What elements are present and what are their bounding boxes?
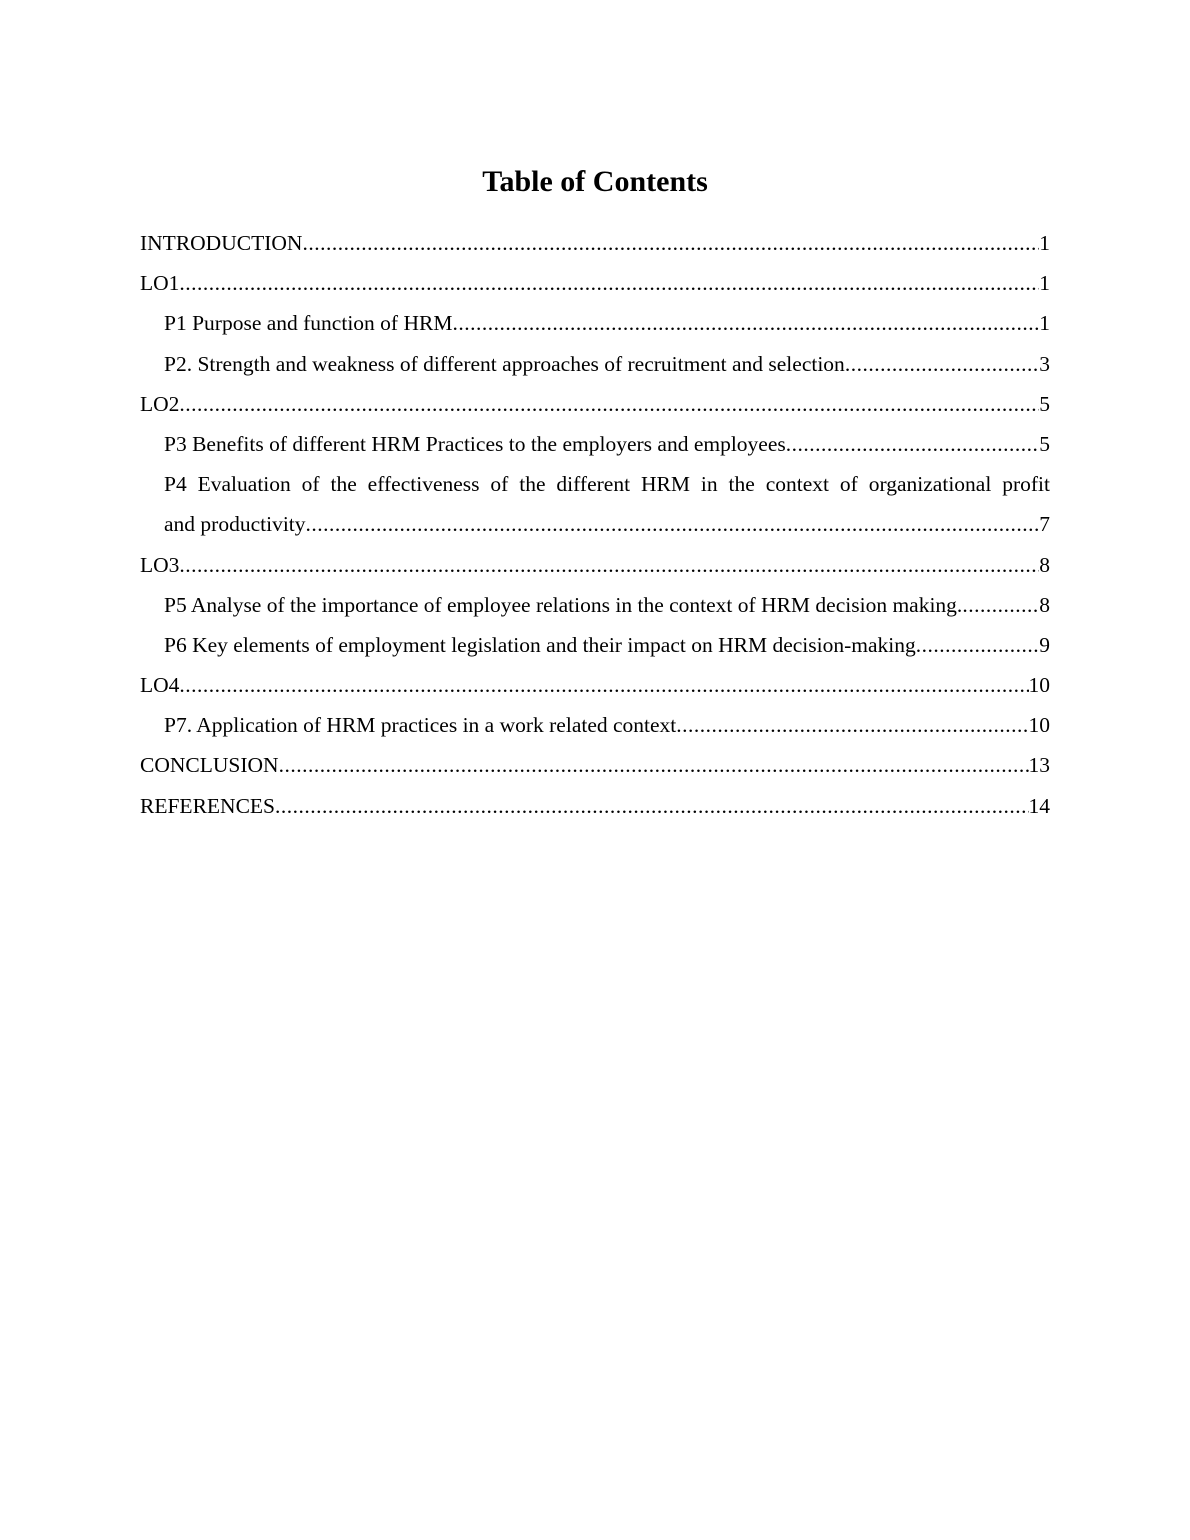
toc-leader-dots <box>962 585 1039 625</box>
toc-leader-dots <box>279 745 1029 785</box>
toc-entry-p6[interactable] <box>140 625 1050 665</box>
toc-entry-text: LO2 <box>140 391 180 416</box>
toc-leader-dots <box>452 303 1039 343</box>
toc-leader-dots <box>676 705 1028 745</box>
toc-entry-text: P3 Benefits of different HRM Practices to the employers and employees <box>164 431 786 456</box>
toc-entry-text: LO3 <box>140 552 180 577</box>
toc-entry-introduction[interactable] <box>140 223 1050 263</box>
toc-leader-dots <box>786 424 1039 464</box>
toc-entry-text-line2: and productivity <box>164 512 306 537</box>
toc-page-number: 13 <box>1028 753 1050 778</box>
toc-entry-p5[interactable] <box>140 585 1050 625</box>
toc-entry-second-line <box>164 504 1050 544</box>
toc-entry-p2[interactable] <box>140 344 1050 384</box>
toc-entry-lo3[interactable] <box>140 545 1050 585</box>
toc-page-number: 5 <box>1039 431 1050 456</box>
toc-page-number: 1 <box>1039 311 1050 336</box>
toc-leader-dots <box>179 384 1039 424</box>
toc-entry-lo4[interactable] <box>140 665 1050 705</box>
toc-entry-text: REFERENCES <box>140 793 275 818</box>
toc-leader-dots <box>179 665 1028 705</box>
toc-entry-p4[interactable] <box>140 464 1050 544</box>
toc-entry-text: P2. Strength and weakness of different approaches of recruitment and selection <box>164 351 845 376</box>
toc-page-number: 8 <box>1039 552 1050 577</box>
toc-entry-p7[interactable] <box>140 705 1050 745</box>
toc-entry-text: P5 Analyse of the importance of employee relations in the context of HRM decision making. <box>164 592 963 617</box>
toc-page-number: 14 <box>1028 793 1050 818</box>
toc-entry-text: CONCLUSION <box>140 753 279 778</box>
toc-page-number: 8 <box>1039 592 1050 617</box>
toc-leader-dots <box>916 625 1039 665</box>
toc-entry-conclusion[interactable] <box>140 745 1050 785</box>
toc-page-number: 7 <box>1039 512 1050 537</box>
toc-leader-dots <box>275 786 1029 826</box>
toc-entry-text: P7. Application of HRM practices in a work related context <box>164 713 677 738</box>
toc-entry-p1[interactable] <box>140 303 1050 343</box>
toc-entry-lo1[interactable] <box>140 263 1050 303</box>
toc-leader-dots <box>845 344 1039 384</box>
toc-entry-text-line1: P4 Evaluation of the effectiveness of the different HRM in the context of organizational profit <box>164 472 1050 497</box>
toc-leader-dots <box>179 545 1039 585</box>
toc-leader-dots <box>179 263 1039 303</box>
toc-entry-text: LO4 <box>140 673 180 698</box>
toc-title: Table of Contents <box>482 165 708 198</box>
toc-list <box>140 223 1050 826</box>
toc-page-number: 10 <box>1028 673 1050 698</box>
toc-entry-text: P1 Purpose and function of HRM <box>164 311 453 336</box>
toc-page-number: 1 <box>1039 231 1050 255</box>
toc-entry-text: P6 Key elements of employment legislation and their impact on HRM decision-making <box>164 632 916 657</box>
toc-entry-text: INTRODUCTION <box>140 231 303 255</box>
toc-page-number: 5 <box>1039 391 1050 416</box>
toc-entry-references[interactable] <box>140 786 1050 826</box>
toc-leader-dots <box>306 504 1040 544</box>
toc-page-number: 1 <box>1039 271 1050 296</box>
toc-page-number: 10 <box>1028 713 1050 738</box>
toc-entry-text: LO1 <box>140 271 180 296</box>
toc-page-number: 3 <box>1039 351 1050 376</box>
toc-leader-dots <box>302 223 1039 263</box>
toc-page-number: 9 <box>1039 632 1050 657</box>
toc-entry-lo2[interactable] <box>140 384 1050 424</box>
toc-entry-p3[interactable] <box>140 424 1050 464</box>
